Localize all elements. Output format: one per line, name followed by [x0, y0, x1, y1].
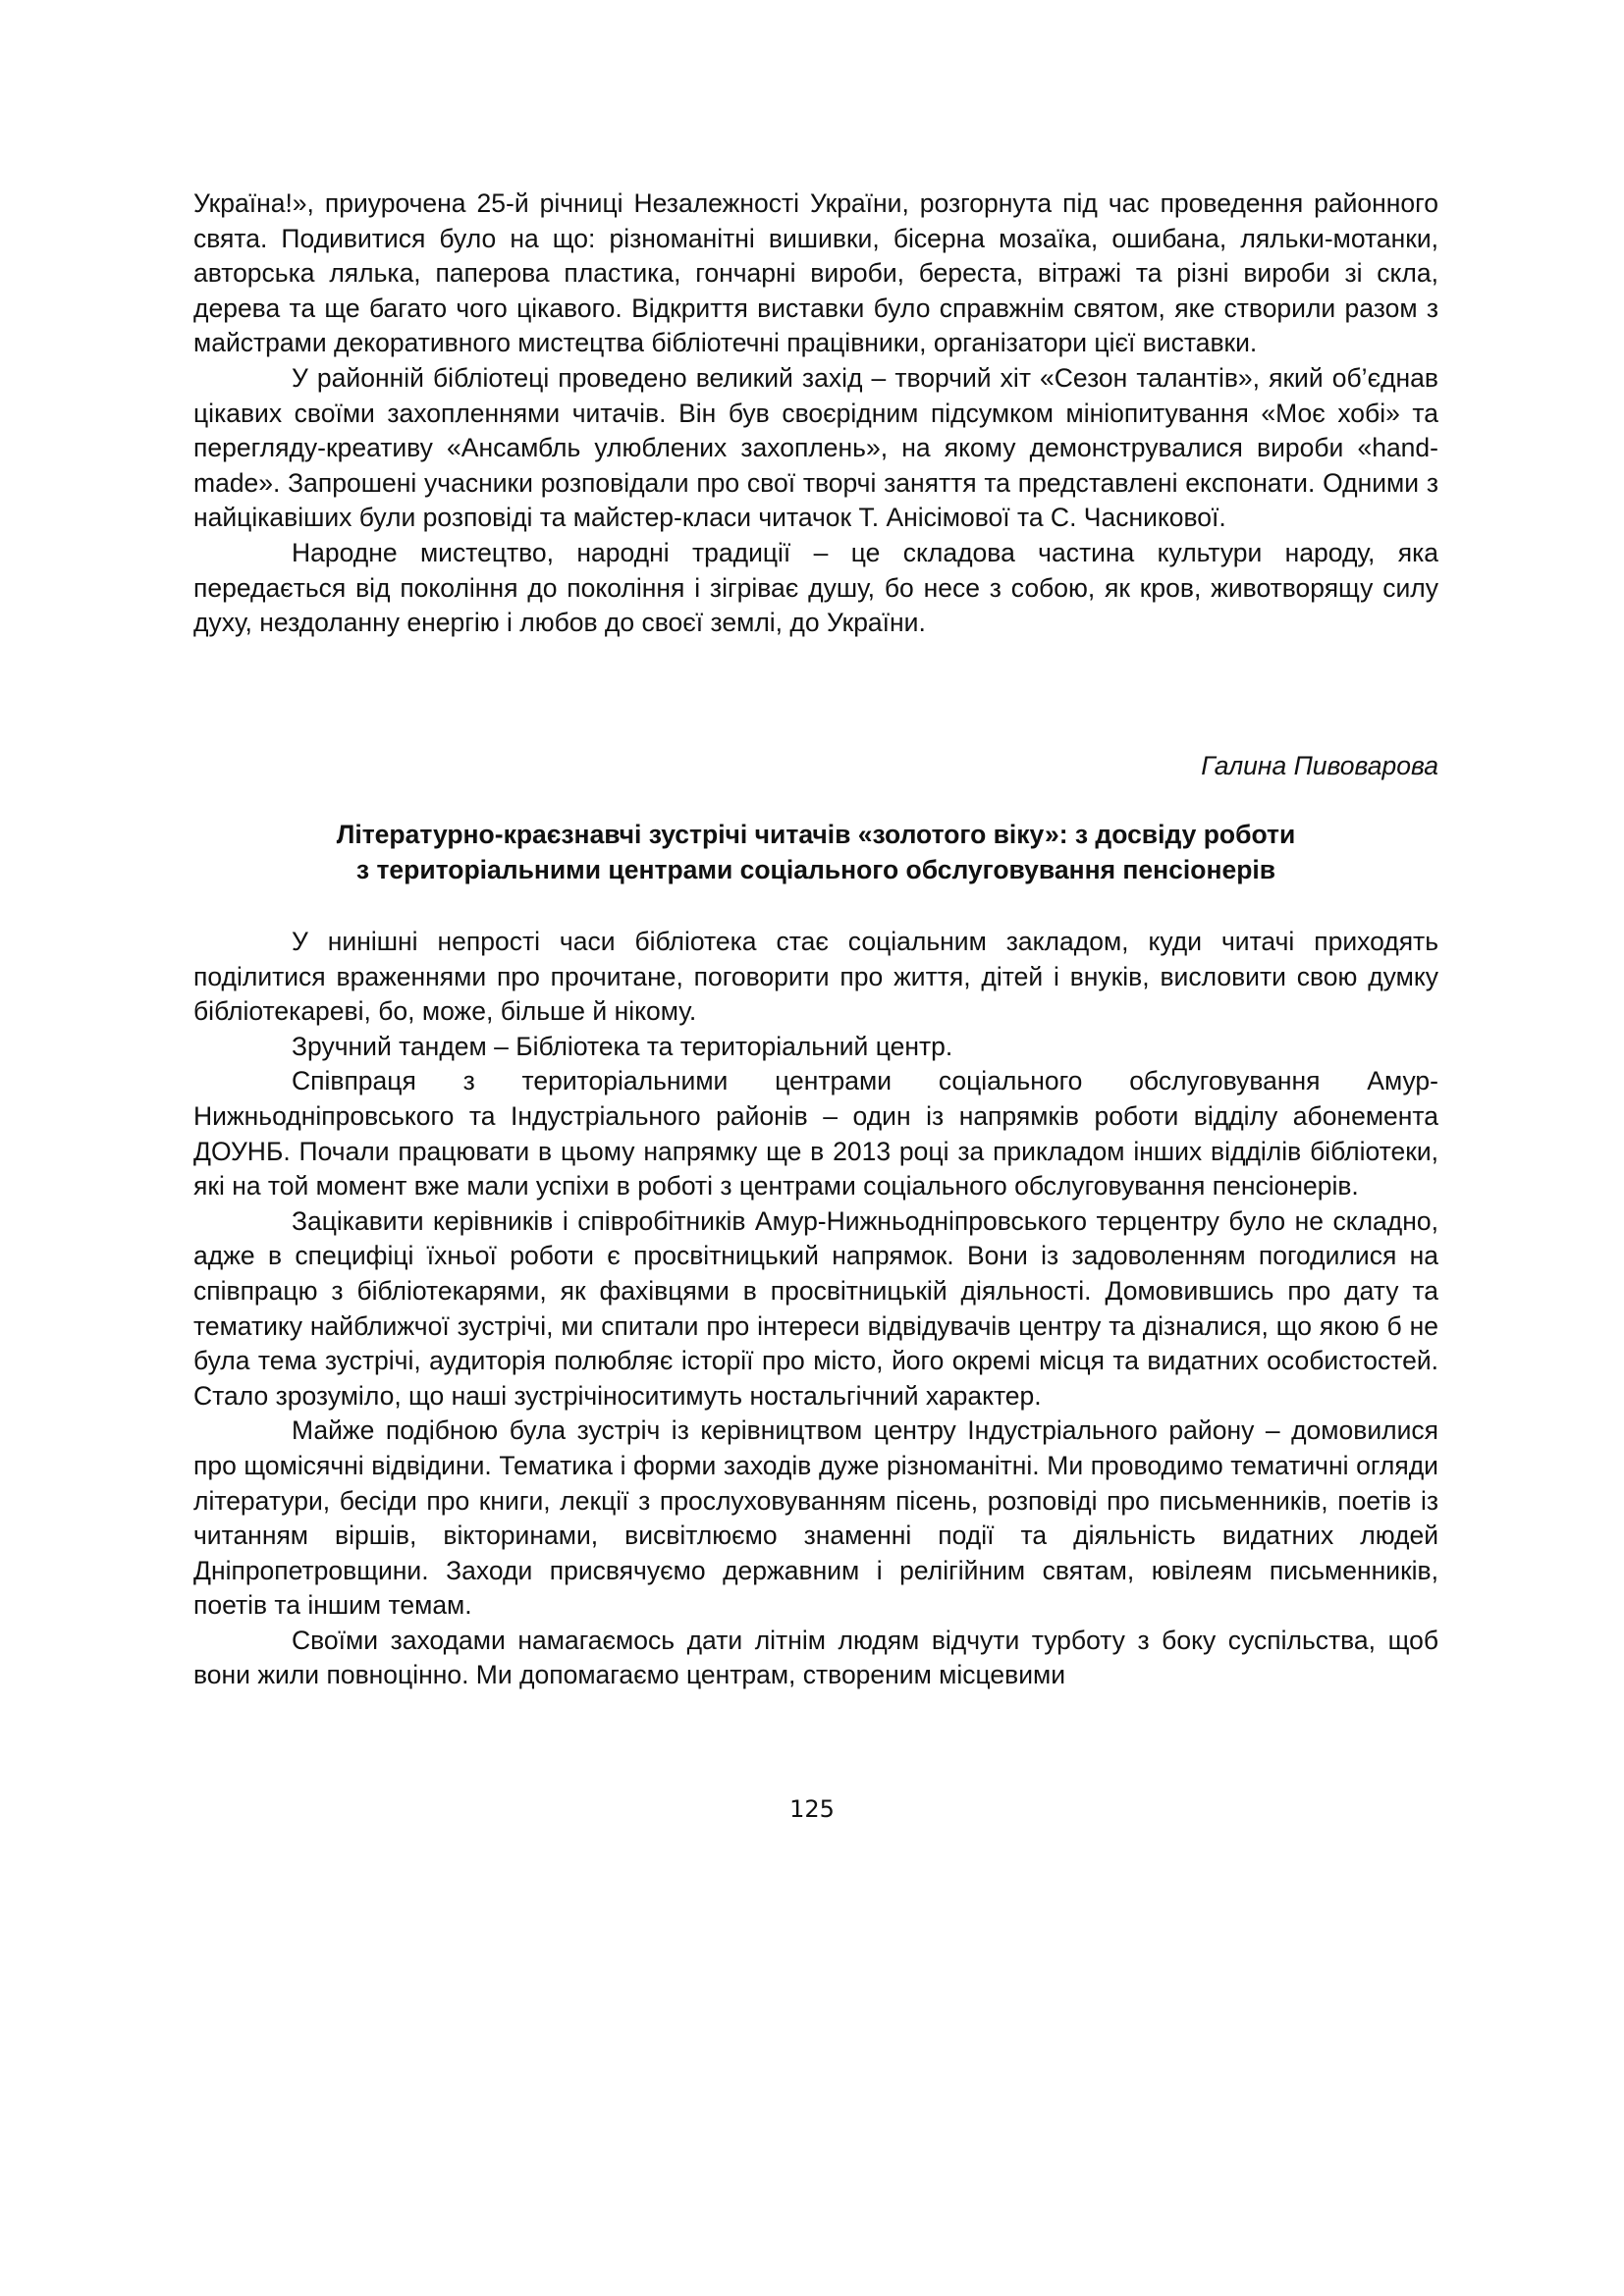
article-title [193, 817, 1438, 887]
paragraph-talent-season: У районній бібліотеці проведено великий захід – творчий хіт «Сезон талантів», який об’єднав цікавих своїми захопленнями читачів. Він був своєрідним підсумком мініопитування «Моє хобі» та перегляду-креативу «Ансамбль улюблених захоплень», на якому демонструвалися вироби «hand-made». Запрошені учасники розповідали про свої творчі заняття та представлені експонати. Одними з найцікавіших були розповіді та майстер-класи читачок Т. Анісімової та С. Часникової. [193, 362, 1438, 533]
page-number: 125 [789, 1795, 835, 1823]
paragraph-library-social: У нинішні непрості часи бібліотека стає соціальним закладом, куди читачі приходять поділитися враженнями про прочитане, поговорити про життя, дітей і внуків, висловити свою думку бібліотекареві, бо, може, більше й нікому. [193, 927, 1438, 1027]
previous-article-continuation [193, 187, 1438, 641]
article-title-line-2: з територіальними центрами соціального обслуговування пенсіонерів [355, 855, 1276, 884]
paragraph-tandem: Зручний тандем – Бібліотека та територіальний центр. [292, 1031, 953, 1061]
paragraph-care: Своїми заходами намагаємось дати літнім людям відчути турботу з боку суспільства, щоб вони жили повноцінно. Ми допомагаємо центрам, створеним місцевими [193, 1625, 1438, 1690]
paragraph-interest: Зацікавити керівників і співробітників Амур-Нижньодніпровського терцентру було не складно, адже в специфіці їхньої роботи є просвітницький напрямок. Вони із задоволенням погодилися на співпрацю з бібліотекарями, як фахівцями в просвітницькій діяльності. Домовившись про дату та тематику найближчої зустрічі, ми спитали про інтереси відвідувачів центру та дізналися, що якою б не була тема зустрічі, аудиторія полюбляє історії про місто, його окремі місця та видатних особистостей. Стало зрозуміло, що наші зустрічіноситимуть ностальгічний характер. [193, 1205, 1438, 1411]
article-body [193, 925, 1438, 1693]
article-title-line-1: Літературно-краєзнавчі зустрічі читачів «золотого віку»: з досвіду роботи [336, 820, 1296, 849]
author-signature: Галина Пивоварова [1201, 751, 1438, 780]
paragraph-industrial: Майже подібною була зустріч із керівництвом центру Індустріального району – домовилися про щомісячні відвідини. Тематика і форми заходів дуже різноманітні. Ми проводимо тематичні огляди літератури, бесіди про книги, лекції з прослуховуванням пісень, розповіді про письменників, поетів із читанням віршів, вікторинами, висвітлюємо знаменні події та діяльність видатних людей Дніпропетровщини. Заходи присвячуємо державним і релігійним святам, ювілеям письменників, поетів та іншим темам. [193, 1415, 1438, 1621]
paragraph-exhibition: Україна!», приурочена 25-й річниці Незалежності України, розгорнута під час проведення районного свята. Подивитися було на що: різноманітні вишивки, бісерна мозаїка, ошибана, ляльки-мотанки, авторська лялька, паперова пластика, гончарні вироби, береста, вітражі та різні вироби зі скла, дерева та ще багато чого цікавого. Відкриття виставки було справжнім святом, яке створили разом з майстрами декоративного мистецтва бібліотечні працівники, організатори цієї виставки. [193, 188, 1438, 358]
paragraph-folk-art: Народне мистецтво, народні традиції – це складова частина культури народу, яка передається від покоління до покоління і зігріває душу, бо несе з собою, як кров, животворящу силу духу, нездоланну енергію і любов до своєї землі, до України. [193, 537, 1438, 638]
paragraph-cooperation: Співпраця з територіальними центрами соціального обслуговування Амур-Нижньодніпровського та Індустріального районів – один із напрямків роботи відділу абонемента ДОУНБ. Почали працювати в цьому напрямку ще в 2013 році за прикладом інших відділів бібліотеки, які на той момент вже мали успіхи в роботі з центрами соціального обслуговування пенсіонерів. [193, 1066, 1438, 1201]
